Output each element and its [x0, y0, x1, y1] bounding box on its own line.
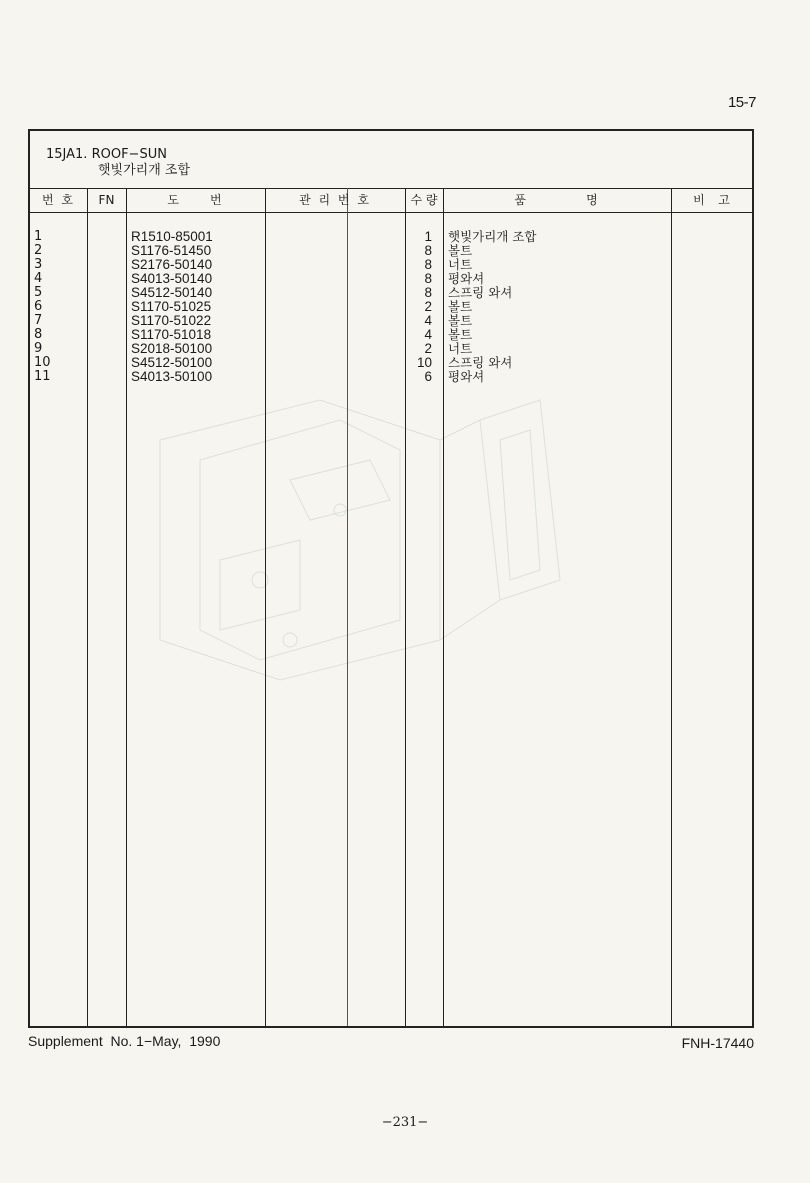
table-row	[30, 342, 752, 356]
document-code: FNH-17440	[681, 1035, 754, 1051]
table-row	[30, 300, 752, 314]
row-quantity: 10	[416, 355, 432, 370]
parts-table-frame	[28, 129, 754, 1028]
row-quantity: 2	[424, 341, 432, 356]
header-mgmt-no: 관 리 번 호	[299, 193, 371, 207]
row-part-number: S1170-51022	[131, 313, 212, 328]
row-number: 4	[34, 271, 43, 286]
header-qty: 수 량	[410, 193, 438, 207]
row-part-number: S1170-51018	[131, 327, 212, 342]
assembly-korean-title: 햇빛가리개 조합	[98, 163, 191, 178]
row-number: 8	[34, 327, 43, 342]
row-number: 10	[34, 355, 51, 370]
row-quantity: 4	[424, 327, 432, 342]
table-row	[30, 370, 752, 384]
row-part-name: 스프링 와셔	[448, 355, 513, 370]
row-part-name: 평와셔	[448, 369, 485, 384]
row-part-name: 너트	[448, 341, 473, 356]
row-quantity: 4	[424, 313, 432, 328]
table-row	[30, 230, 752, 244]
row-part-number: S4013-50100	[131, 369, 213, 384]
table-row	[30, 258, 752, 272]
row-part-name: 햇빛가리개 조합	[448, 229, 537, 244]
table-row	[30, 328, 752, 342]
row-number: 7	[34, 313, 43, 328]
row-part-name: 너트	[448, 257, 473, 272]
header-drawing-no: 도 번	[167, 193, 224, 207]
row-part-name: 볼트	[448, 299, 473, 314]
row-quantity: 8	[424, 271, 432, 286]
row-quantity: 8	[424, 243, 432, 258]
table-row	[30, 356, 752, 370]
page-number-bottom: −231−	[381, 1115, 429, 1130]
row-quantity: 1	[424, 229, 432, 244]
row-part-name: 평와셔	[448, 271, 485, 286]
page-number-top: 15-7	[727, 94, 756, 111]
row-part-number: S2176-50140	[131, 257, 213, 272]
row-part-number: S1170-51025	[131, 299, 212, 314]
row-part-name: 스프링 와셔	[448, 285, 513, 300]
row-part-number: R1510-85001	[131, 229, 213, 244]
table-row	[30, 314, 752, 328]
title-block	[46, 147, 190, 179]
row-number: 1	[34, 229, 43, 244]
header-name: 품 명	[514, 193, 600, 207]
supplement-note: Supplement No. 1−May, 1990	[28, 1033, 221, 1049]
row-number: 3	[34, 257, 43, 272]
row-part-number: S4013-50140	[131, 271, 213, 286]
row-part-number: S4512-50140	[131, 285, 213, 300]
row-part-name: 볼트	[448, 327, 473, 342]
row-number: 9	[34, 341, 43, 356]
row-part-name: 볼트	[448, 313, 473, 328]
row-number: 6	[34, 299, 43, 314]
row-quantity: 8	[424, 257, 432, 272]
table-row	[30, 286, 752, 300]
row-part-number: S1176-51450	[131, 243, 212, 258]
row-quantity: 8	[424, 285, 432, 300]
header-remarks: 비 고	[693, 193, 732, 207]
row-number: 5	[34, 285, 43, 300]
row-part-name: 볼트	[448, 243, 473, 258]
row-number: 11	[34, 369, 51, 384]
row-quantity: 2	[424, 299, 432, 314]
row-number: 2	[34, 243, 43, 258]
table-row	[30, 244, 752, 258]
header-no: 번 호	[42, 193, 75, 207]
header-fn: FN	[98, 193, 115, 207]
table-row	[30, 272, 752, 286]
row-part-number: S4512-50100	[131, 355, 213, 370]
row-part-number: S2018-50100	[131, 341, 213, 356]
row-quantity: 6	[424, 369, 432, 384]
assembly-code-title: 15JA1. ROOF−SUN	[46, 147, 167, 162]
header-bottom-rule	[30, 212, 752, 213]
